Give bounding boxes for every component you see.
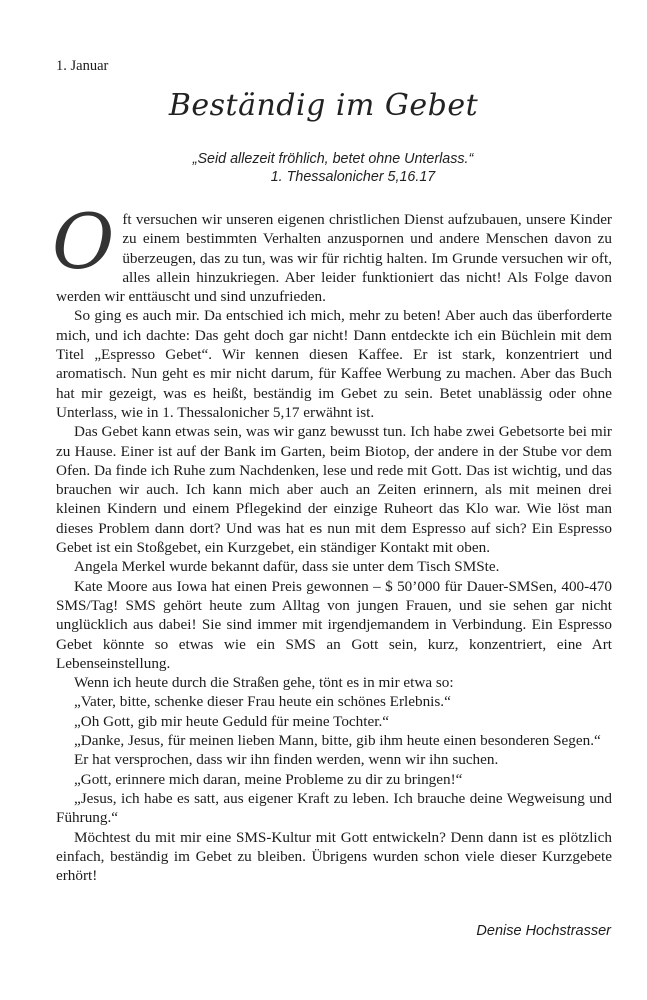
prayer-line-1: „Vater, bitte, schenke dieser Frau heute ein schönes Erlebnis.“ [74, 693, 451, 711]
paragraph-7: Er hat versprochen, dass wir ihn finden werden, wenn wir ihn suchen. [74, 751, 499, 769]
prayer-line-2: „Oh Gott, gib mir heute Geduld für meine Tochter.“ [74, 712, 389, 730]
paragraph-4: Angela Merkel wurde bekannt dafür, dass sie unter dem Tisch SMSte. [74, 558, 500, 576]
prayer-line-3: „Danke, Jesus, für meinen lieben Mann, bitte, gib ihm heute einen besonderen Segen.“ [74, 732, 601, 750]
bible-verse [168, 150, 498, 186]
author-name: Denise Hochstrasser [476, 923, 611, 939]
prayer-line-4: „Gott, erinnere mich daran, meine Probleme zu dir zu bringen!“ [74, 770, 463, 788]
verse-quote: „Seid allezeit fröhlich, betet ohne Unterlass.“ [192, 151, 474, 167]
paragraph-text: ft versuchen wir unseren eigenen christlichen Dienst aufzubauen, unsere Kinder zu einem bestimmten Verhalten anzuspornen und andere Menschen davon zu überzeugen, das zu tun, was wir für richtig halten. Im Grunde versuchen wir oft, alles allein hinzukriegen. Aber leider funktioniert das nicht! Als Folge davon werden wir enttäuscht und sind unzufrieden. [56, 211, 612, 306]
verse-reference: 1. Thessalonicher 5,16.17 [270, 169, 436, 185]
drop-cap: O [52, 197, 115, 286]
paragraph-1 [52, 197, 612, 306]
paragraph-6: Wenn ich heute durch die Straßen gehe, tönt es in mir etwa so: [74, 674, 454, 692]
prayer-line-5: „Jesus, ich habe es satt, aus eigener Kraft zu leben. Ich brauche deine Wegweisung und Führung.“ [56, 789, 612, 827]
paragraph-5: Kate Moore aus Iowa hat einen Preis gewonnen – $ 50’000 für Dauer-SMSen, 400-470 SMS/Tag! SMS gehört heute zum Alltag von jungen Frauen, und sie sehen gar nicht unglücklich aus dabei! Sie sind immer mit irgendjemandem in Verbindung. Ein Espresso Gebet könnte so etwas wie ein SMS an Gott sein, kurz, konzentriert, eine Art Lebenseinstellung. [56, 577, 612, 672]
paragraph-3: Das Gebet kann etwas sein, was wir ganz bewusst tun. Ich habe zwei Gebetsorte bei mir zu Hause. Einer ist auf der Bank im Garten, beim Biotop, der andere in der Stube vor dem Ofen. Da finde ich Ruhe zum Nachdenken, lese und rede mit Gott. Das ist wichtig, und das brauchen wir auch. Ich kann mich aber auch an Zeiten erinnern, als mit meinen drei kleinen Kindern und einem Pflegekind der einzige Ruheort das Klo war. Wie löst man dieses Problem dann dort? Und was hat es nun mit dem Espresso auf sich? Ein Espresso Gebet ist ein Stoßgebet, ein Kurzgebet, ein ständiger Kontakt mit oben. [56, 423, 612, 557]
page-title: Beständig im Gebet [168, 88, 479, 123]
paragraph-2: So ging es auch mir. Da entschied ich mich, mehr zu beten! Aber auch das überforderte mich, und ich dachte: Das geht doch gar nicht! Dann entdeckte ich ein Büchlein mit dem Titel „Espresso Gebet“. Wir kennen diesen Kaffee. Er ist stark, konzentriert und aromatisch. Nun geht es mir nicht darum, für Kaffee Werbung zu machen. Aber das Buch hat mir gezeigt, was es heißt, beständig im Gebet zu sein. Betet unablässig oder ohne Unterlass, wie in 1. Thessalonicher 5,17 erwähnt ist. [56, 307, 612, 421]
article-body [52, 197, 612, 885]
closing-paragraph: Möchtest du mit mir eine SMS-Kultur mit Gott entwickeln? Denn dann ist es plötzlich einfach, beständig im Gebet zu bleiben. Übrigens wurden schon viele dieser Kurzgebete erhört! [56, 828, 612, 885]
page-date: 1. Januar [56, 58, 109, 74]
